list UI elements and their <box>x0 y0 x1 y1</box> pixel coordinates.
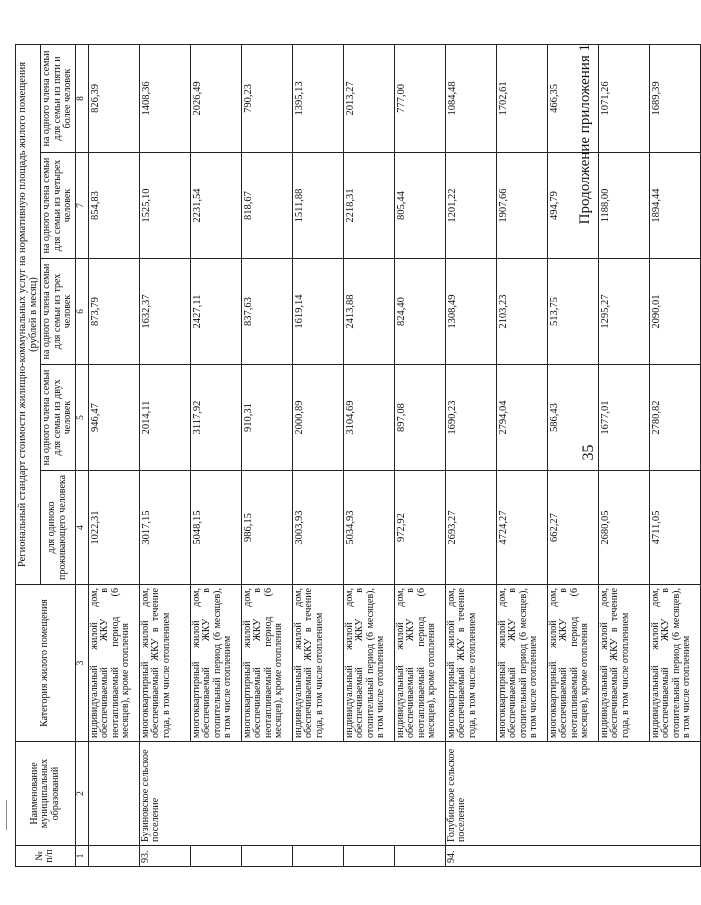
value-family-2: 3104,69 <box>343 365 394 471</box>
value-family-2: 2014,11 <box>139 365 190 471</box>
column-index: 4 <box>75 471 88 585</box>
value-family-5plus: 2013,27 <box>343 44 394 152</box>
value-family-4: 1525,10 <box>139 153 190 259</box>
value-single: 1022,31 <box>88 471 139 585</box>
value-family-3: 1295,27 <box>598 259 649 365</box>
table-row <box>88 44 139 866</box>
value-family-5plus: 1702,61 <box>496 44 547 152</box>
column-index-row <box>75 44 88 866</box>
value-family-2: 2780,82 <box>649 365 700 471</box>
appendix-subtitle: Продолжение приложения 1 <box>577 44 593 225</box>
value-family-5plus: 1071,26 <box>598 44 649 152</box>
value-family-3: 2090,01 <box>649 259 700 365</box>
value-family-3: 873,79 <box>88 259 139 365</box>
value-family-5plus: 1395,13 <box>292 44 343 152</box>
municipality-name: Голубинское сельское поселение <box>445 742 700 846</box>
value-family-4: 854,83 <box>88 153 139 259</box>
housing-category: многоквартирный жилой дом, обеспечиваемый ЖКУ в течение года, в том числе отоплением <box>139 585 190 742</box>
housing-category: многоквартирный жилой дом, обеспечиваемый ЖКУ в неотапливаемый период (6 месяцев), кроме отопления <box>241 585 292 742</box>
value-family-5plus: 777,00 <box>394 44 445 152</box>
value-family-3: 837,63 <box>241 259 292 365</box>
header-standard: Региональный стандарт стоимости жилищно-коммунальных услуг на нормативную площадь жилого помещения (рублей в месяц) <box>16 44 41 584</box>
value-single: 5048,15 <box>190 471 241 585</box>
row-number: 94. <box>445 846 700 867</box>
value-family-4: 805,44 <box>394 153 445 259</box>
housing-category: индивидуальный жилой дом, обеспечиваемый ЖКУ в отопительный период (6 месяцев), в том числе отоплением <box>343 585 394 742</box>
value-family-2: 2000,89 <box>292 365 343 471</box>
value-single: 4711,05 <box>649 471 700 585</box>
value-single: 5034,93 <box>343 471 394 585</box>
value-family-3: 513,75 <box>547 259 598 365</box>
housing-category: индивидуальный жилой дом, обеспечиваемый ЖКУ в течение года, в том числе отоплением <box>598 585 649 742</box>
value-family-2: 3117,92 <box>190 365 241 471</box>
column-index: 1 <box>75 846 88 867</box>
value-family-4: 1201,22 <box>445 153 496 259</box>
value-family-5plus: 2026,49 <box>190 44 241 152</box>
value-family-3: 1308,49 <box>445 259 496 365</box>
table-row <box>139 44 190 866</box>
value-family-3: 2413,88 <box>343 259 394 365</box>
value-family-3: 824,40 <box>394 259 445 365</box>
header-single-person: для одиноко проживающего человека <box>41 471 76 585</box>
housing-category: индивидуальный жилой дом, обеспечиваемый ЖКУ в неотапливаемый период (6 месяцев), кроме отопления <box>394 585 445 742</box>
row-number <box>343 846 394 867</box>
value-family-4: 1188,00 <box>598 153 649 259</box>
header-family-5plus: на одного члена семьи для семьи из пяти и более человек <box>41 44 76 152</box>
housing-category: многоквартирный жилой дом, обеспечиваемый ЖКУ в отопительный период (6 месяцев), в том числе отоплением <box>190 585 241 742</box>
value-single: 972,92 <box>394 471 445 585</box>
housing-category: индивидуальный жилой дом, обеспечиваемый ЖКУ в течение года, в том числе отоплением <box>292 585 343 742</box>
row-number <box>241 846 292 867</box>
column-index: 7 <box>75 153 88 259</box>
value-family-3: 1619,14 <box>292 259 343 365</box>
value-family-4: 494,79 <box>547 153 598 259</box>
value-family-5plus: 790,23 <box>241 44 292 152</box>
header-family-3: на одного члена семьи для семьи из трех человек <box>41 259 76 365</box>
value-family-2: 1690,23 <box>445 365 496 471</box>
value-family-2: 586,43 <box>547 365 598 471</box>
value-family-5plus: 1084,48 <box>445 44 496 152</box>
housing-category: многоквартирный жилой дом, обеспечиваемый ЖКУ в отопительный период (6 месяцев), в том числе отоплением <box>496 585 547 742</box>
header-family-4: на одного члена семьи для семьи из четырех человек <box>41 153 76 259</box>
value-family-4: 2231,54 <box>190 153 241 259</box>
housing-category: индивидуальный жилой дом, обеспечиваемый ЖКУ в неотапливаемый период (6 месяцев), кроме отопления <box>88 585 139 742</box>
value-family-5plus: 466,35 <box>547 44 598 152</box>
value-family-2: 1677,01 <box>598 365 649 471</box>
table-row <box>445 44 496 866</box>
value-family-2: 910,31 <box>241 365 292 471</box>
value-single: 3017,15 <box>139 471 190 585</box>
value-family-2: 946,47 <box>88 365 139 471</box>
value-family-3: 2427,11 <box>190 259 241 365</box>
value-family-5plus: 826,39 <box>88 44 139 152</box>
column-index: 3 <box>75 585 88 742</box>
value-family-4: 1907,66 <box>496 153 547 259</box>
value-single: 3003,93 <box>292 471 343 585</box>
header-category: Категория жилого помещения <box>16 585 76 742</box>
value-single: 986,15 <box>241 471 292 585</box>
header-municipality: Наименование муниципальных образований <box>16 742 76 846</box>
header-no: № п/п <box>16 846 76 867</box>
column-index: 6 <box>75 259 88 365</box>
value-single: 662,27 <box>547 471 598 585</box>
page-number: 35 <box>580 444 597 461</box>
value-family-4: 1511,88 <box>292 153 343 259</box>
value-family-5plus: 1408,36 <box>139 44 190 152</box>
value-family-2: 2794,04 <box>496 365 547 471</box>
value-family-4: 818,67 <box>241 153 292 259</box>
column-index: 2 <box>75 742 88 846</box>
value-single: 2680,05 <box>598 471 649 585</box>
value-family-4: 2218,31 <box>343 153 394 259</box>
row-number <box>292 846 343 867</box>
value-family-3: 1632,37 <box>139 259 190 365</box>
housing-cost-standard-table <box>15 44 701 867</box>
housing-category: многоквартирный жилой дом, обеспечиваемый ЖКУ в неотапливаемый период (6 месяцев), кроме отопления <box>547 585 598 742</box>
value-family-5plus: 1689,39 <box>649 44 700 152</box>
margin-mark <box>6 800 7 830</box>
housing-category: многоквартирный жилой дом, обеспечиваемый ЖКУ в течение года, в том числе отоплением <box>445 585 496 742</box>
value-single: 4724,27 <box>496 471 547 585</box>
value-family-2: 897,08 <box>394 365 445 471</box>
municipality-name <box>88 742 139 846</box>
row-number <box>88 846 139 867</box>
housing-category: индивидуальный жилой дом, обеспечиваемый ЖКУ в отопительный период (6 месяцев), в том числе отоплением <box>649 585 700 742</box>
value-family-3: 2103,23 <box>496 259 547 365</box>
row-number <box>190 846 241 867</box>
column-index: 5 <box>75 365 88 471</box>
row-number: 93. <box>139 846 190 867</box>
column-index: 8 <box>75 44 88 152</box>
row-number <box>394 846 445 867</box>
value-family-4: 1894,44 <box>649 153 700 259</box>
municipality-name: Бузиновское сельское поселение <box>139 742 445 846</box>
value-single: 2693,27 <box>445 471 496 585</box>
header-family-2: на одного члена семьи для семьи из двух человек <box>41 365 76 471</box>
